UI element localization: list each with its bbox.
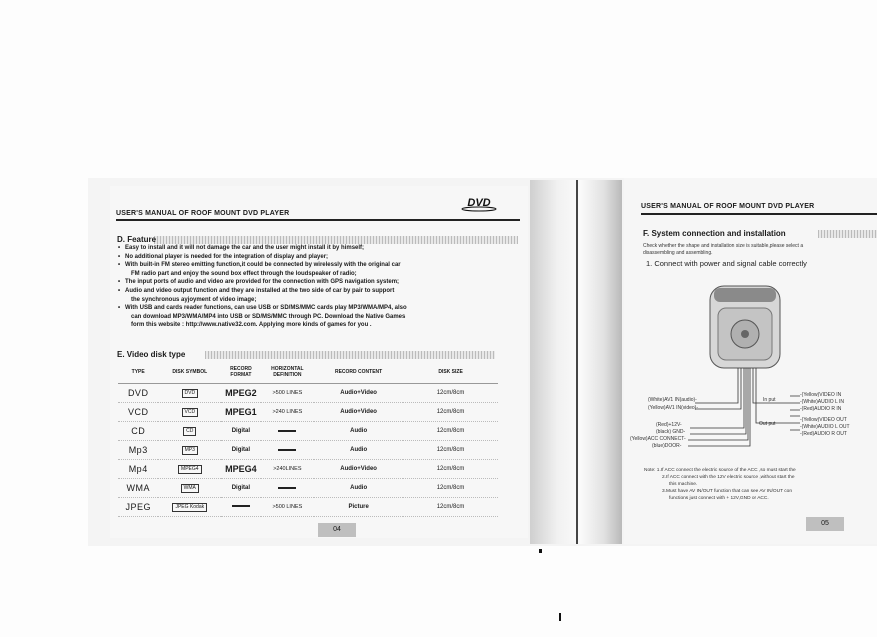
scan-speck bbox=[539, 549, 542, 553]
disk-type-cell: Mp4 bbox=[118, 460, 158, 479]
intro-line-1: Check whether the shape and installation size is suitable,please select a bbox=[643, 243, 804, 249]
record-content-cell: Audio bbox=[314, 441, 403, 460]
note-line: 2.If ACC connect with the 12V electric source ,without start the bbox=[662, 475, 795, 480]
definition-cell bbox=[261, 422, 315, 441]
disk-logo-icon: DVD bbox=[182, 389, 199, 398]
definition-cell bbox=[261, 479, 315, 498]
feature-item: • Easy to install and it will not damage the car and the user might install it by himself; bbox=[118, 244, 523, 253]
left-header-rule bbox=[116, 219, 520, 221]
disk-logo-icon: CD bbox=[183, 427, 196, 436]
dash-icon bbox=[232, 505, 250, 507]
disk-size-cell: 12cm/8cm bbox=[403, 403, 498, 422]
disk-type-cell: DVD bbox=[118, 384, 158, 403]
definition-cell: >500 LINES bbox=[261, 498, 315, 517]
right-header-rule bbox=[641, 213, 877, 215]
col-definition-header: HORIZONTAL DEFINITION bbox=[261, 361, 315, 384]
disk-type-cell: CD bbox=[118, 422, 158, 441]
table-row bbox=[118, 498, 498, 517]
disk-symbol-cell bbox=[158, 479, 221, 498]
table-header-row bbox=[118, 361, 498, 384]
definition-cell: >240 LINES bbox=[261, 403, 315, 422]
definition-cell: >500 LINES bbox=[261, 384, 315, 403]
note-line: functions just connect with + 12V,GND or ACC. bbox=[669, 496, 769, 501]
right-page-header: USER'S MANUAL OF ROOF MOUNT DVD PLAYER bbox=[641, 203, 815, 210]
diagram-left-label-4: (black) GND- bbox=[656, 429, 686, 435]
table-row bbox=[118, 403, 498, 422]
note-line: Note: 1.If ACC connect the electric source of the ACC ,so must start the bbox=[644, 468, 796, 473]
feature-item: FM radio part and enjoy the sound box effect through the loudspeaker of radio; bbox=[131, 270, 357, 277]
table-row bbox=[118, 441, 498, 460]
record-format-cell: MPEG4 bbox=[221, 460, 260, 479]
disk-logo-icon: MP3 bbox=[182, 446, 198, 455]
intro-line-2: disassembling and assembling. bbox=[643, 250, 713, 256]
note-line: 3.Must have AV IN/OUT function that can see AV IN/OUT con bbox=[662, 489, 793, 494]
table-row bbox=[118, 422, 498, 441]
feature-title: D. Feature bbox=[117, 235, 157, 244]
dash-icon bbox=[278, 449, 296, 451]
record-content-cell: Audio+Video bbox=[314, 403, 403, 422]
disk-symbol-cell bbox=[158, 460, 221, 479]
record-content-cell: Audio bbox=[314, 422, 403, 441]
disk-size-cell: 12cm/8cm bbox=[403, 441, 498, 460]
diagram-output-label: Out put bbox=[759, 421, 776, 427]
dash-icon bbox=[278, 430, 296, 432]
record-format-cell: Digital bbox=[221, 441, 260, 460]
col-content-header: RECORD CONTENT bbox=[314, 361, 403, 384]
record-format-cell: Digital bbox=[221, 422, 260, 441]
feature-item: • The input ports of audio and video are provided for the connection with GPS navigation system; bbox=[118, 278, 523, 287]
disk-type-cell: WMA bbox=[118, 479, 158, 498]
video-disk-table bbox=[118, 361, 498, 517]
col-size-header: DISK SIZE bbox=[403, 361, 498, 384]
diagram-input-label: In put bbox=[763, 397, 776, 403]
disk-symbol-cell bbox=[158, 441, 221, 460]
disk-size-cell: 12cm/8cm bbox=[403, 422, 498, 441]
record-content-cell: Audio bbox=[314, 479, 403, 498]
table-row bbox=[118, 479, 498, 498]
disk-type-cell: Mp3 bbox=[118, 441, 158, 460]
left-page-number: 04 bbox=[318, 523, 356, 537]
disk-logo-icon: VCD bbox=[182, 408, 199, 417]
feature-title-bar bbox=[154, 236, 518, 244]
table-row bbox=[118, 384, 498, 403]
video-title-bar bbox=[205, 351, 495, 359]
feature-item: the synchronous ayjoyment of video image; bbox=[131, 296, 257, 303]
book-gutter bbox=[530, 180, 622, 544]
gutter-line bbox=[576, 180, 578, 544]
disk-symbol-cell bbox=[158, 498, 221, 517]
disk-size-cell: 12cm/8cm bbox=[403, 479, 498, 498]
record-content-cell: Audio+Video bbox=[314, 460, 403, 479]
disk-logo-icon: JPEG Kodak bbox=[172, 503, 207, 512]
diagram-right-label-3: -(Red)AUDIO R IN bbox=[800, 406, 842, 412]
disk-type-cell: VCD bbox=[118, 403, 158, 422]
diagram-right-label-4: -(Yellow)VIDEO OUT bbox=[800, 417, 847, 423]
record-format-cell bbox=[221, 498, 260, 517]
feature-item: • Audio and video output function and they are installed at the two side of car by pair to support bbox=[118, 287, 523, 296]
disk-symbol-cell bbox=[158, 384, 221, 403]
dvd-logo-icon bbox=[458, 196, 500, 212]
right-page-number: 05 bbox=[806, 517, 844, 531]
diagram-right-label-1: -(Yellow)VIDEO IN bbox=[800, 392, 842, 398]
record-format-cell: MPEG2 bbox=[221, 384, 260, 403]
dvd-logo-text: DVD bbox=[467, 197, 491, 209]
record-content-cell: Picture bbox=[314, 498, 403, 517]
system-connection-title: F. System connection and installation bbox=[643, 229, 786, 238]
disk-type-cell: JPEG bbox=[118, 498, 158, 517]
feature-list bbox=[118, 244, 523, 330]
dash-icon bbox=[278, 487, 296, 489]
disk-logo-icon: WMA bbox=[181, 484, 199, 493]
disk-symbol-cell bbox=[158, 422, 221, 441]
left-page-header: USER'S MANUAL OF ROOF MOUNT DVD PLAYER bbox=[116, 210, 290, 217]
definition-cell bbox=[261, 441, 315, 460]
scan-speck bbox=[559, 613, 561, 621]
step-one-text: 1. Connect with power and signal cable correctly bbox=[646, 259, 807, 268]
disk-logo-icon: MPEG4 bbox=[178, 465, 202, 474]
feature-item: form this website : http://www.native32.com. Applying more kinds of games for you . bbox=[131, 322, 372, 329]
diagram-left-label-2: (Yellow)AV1 IN(video)- bbox=[648, 405, 699, 411]
diagram-left-label-6: (blue)DOOR- bbox=[652, 443, 682, 449]
col-format-header: RECORD FORMAT bbox=[221, 361, 260, 384]
record-format-cell: Digital bbox=[221, 479, 260, 498]
diagram-left-label-5: (Yellow)ACC CONNECT- bbox=[630, 436, 686, 442]
feature-item: • With built-in FM stereo emitting function,it could be connected by wirelessly with the original car bbox=[118, 261, 523, 270]
table-row bbox=[118, 460, 498, 479]
disk-size-cell: 12cm/8cm bbox=[403, 460, 498, 479]
feature-item: • No additional player is needed for the integration of display and player; bbox=[118, 253, 523, 262]
disk-size-cell: 12cm/8cm bbox=[403, 498, 498, 517]
disk-symbol-cell bbox=[158, 403, 221, 422]
disk-size-cell: 12cm/8cm bbox=[403, 384, 498, 403]
diagram-right-label-6: -(Red)AUDIO R OUT bbox=[800, 431, 847, 437]
feature-item: • With USB and cards reader functions, can use USB or SD/MS/MMC cards play MP3/WMA/MP4, also bbox=[118, 304, 523, 313]
record-format-cell: MPEG1 bbox=[221, 403, 260, 422]
note-line: this machine. bbox=[669, 482, 698, 487]
col-type-header: TYPE bbox=[118, 361, 158, 384]
col-symbol-header: DISK SYMBOL bbox=[158, 361, 221, 384]
definition-cell: >240LINES bbox=[261, 460, 315, 479]
diagram-right-label-2: -(White)AUDIO L IN bbox=[800, 399, 844, 405]
feature-item: can download MP3/WMA/MP4 into USB or SD/MS/MMC through PC. Download the Native Games bbox=[131, 313, 406, 320]
diagram-right-label-5: -(White)AUDIO L OUT bbox=[800, 424, 850, 430]
diagram-left-label-3: (Red)+12V- bbox=[656, 422, 682, 428]
diagram-left-label-1: (White)AV1 IN(audio)- bbox=[648, 397, 697, 403]
record-content-cell: Audio+Video bbox=[314, 384, 403, 403]
video-disk-title: E. Video disk type bbox=[117, 350, 186, 359]
system-title-bar bbox=[818, 230, 877, 238]
installation-notes bbox=[644, 467, 796, 502]
